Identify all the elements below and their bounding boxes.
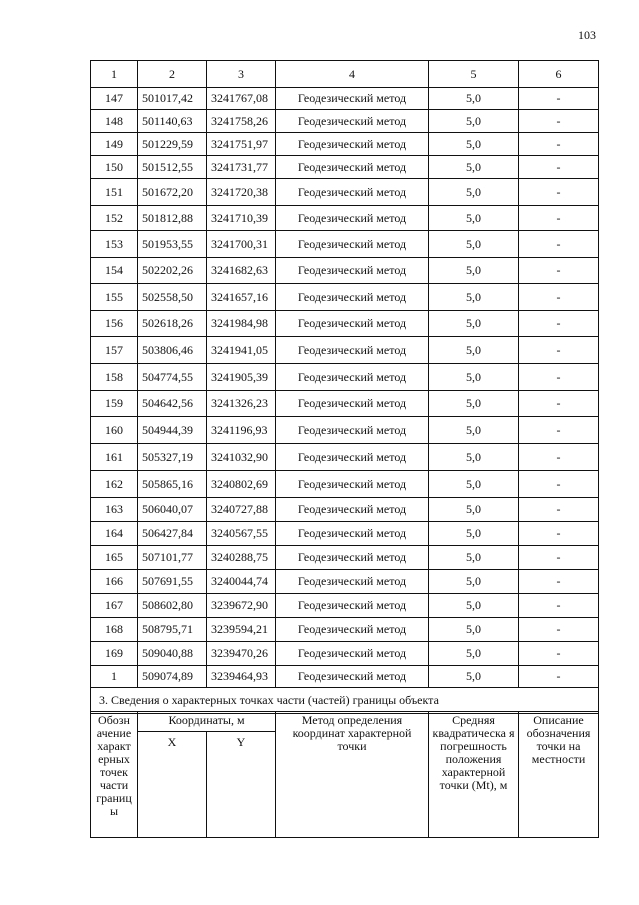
table-row [91,444,599,471]
method-cell: Геодезический метод [276,284,429,311]
accuracy-cell: 5,0 [429,594,519,618]
description-cell: - [519,618,599,642]
method-cell: Геодезический метод [276,444,429,471]
x-coordinate-cell: 501953,55 [138,231,207,258]
description-cell: - [519,364,599,391]
accuracy-cell: 5,0 [429,337,519,364]
x-coordinate-cell: 501017,42 [138,88,207,110]
description-cell: - [519,471,599,498]
x-coordinate-cell: 502618,26 [138,311,207,337]
table-row [91,391,599,417]
method-cell: Геодезический метод [276,364,429,391]
description-cell: - [519,522,599,546]
point-number-cell: 160 [91,417,138,444]
y-coordinate-cell: 3241710,39 [207,206,276,231]
accuracy-cell: 5,0 [429,546,519,570]
accuracy-cell: 5,0 [429,311,519,337]
description-cell: - [519,156,599,179]
point-number-cell: 159 [91,391,138,417]
accuracy-cell: 5,0 [429,133,519,156]
method-cell: Геодезический метод [276,546,429,570]
y-coordinate-cell: 3240288,75 [207,546,276,570]
point-number-cell: 165 [91,546,138,570]
y-coordinate-cell: 3239594,21 [207,618,276,642]
y-coordinate-cell: 3241731,77 [207,156,276,179]
table-row [91,546,599,570]
description-cell: - [519,666,599,688]
point-number-cell: 167 [91,594,138,618]
method-header: Метод определения координат характерной точки [276,712,429,838]
y-coordinate-cell: 3239672,90 [207,594,276,618]
accuracy-cell: 5,0 [429,110,519,133]
x-coordinate-cell: 501512,55 [138,156,207,179]
table-row [91,666,599,688]
table-row [91,417,599,444]
point-number-cell: 151 [91,179,138,206]
description-cell: - [519,311,599,337]
description-cell: - [519,133,599,156]
table-row [91,642,599,666]
column-number-cell: 3 [207,61,276,88]
x-coordinate-cell: 504642,56 [138,391,207,417]
accuracy-cell: 5,0 [429,417,519,444]
table-row [91,231,599,258]
y-coordinate-cell: 3241700,31 [207,231,276,258]
accuracy-cell: 5,0 [429,391,519,417]
method-cell: Геодезический метод [276,110,429,133]
y-coordinate-cell: 3241682,63 [207,258,276,284]
y-coordinate-cell: 3240044,74 [207,570,276,594]
x-coordinate-cell: 501140,63 [138,110,207,133]
description-cell: - [519,444,599,471]
description-cell: - [519,179,599,206]
x-coordinate-cell: 506427,84 [138,522,207,546]
accuracy-cell: 5,0 [429,570,519,594]
point-number-cell: 152 [91,206,138,231]
table-row [91,498,599,522]
x-coordinate-cell: 507691,55 [138,570,207,594]
description-cell: - [519,642,599,666]
x-coordinate-cell: 505327,19 [138,444,207,471]
method-cell: Геодезический метод [276,417,429,444]
x-coordinate-header: X [138,732,207,838]
x-coordinate-cell: 502558,50 [138,284,207,311]
y-coordinate-cell: 3241905,39 [207,364,276,391]
method-cell: Геодезический метод [276,594,429,618]
method-cell: Геодезический метод [276,231,429,258]
method-cell: Геодезический метод [276,471,429,498]
accuracy-cell: 5,0 [429,618,519,642]
x-coordinate-cell: 505865,16 [138,471,207,498]
coordinates-table [90,60,599,714]
accuracy-cell: 5,0 [429,206,519,231]
x-coordinate-cell: 509074,89 [138,666,207,688]
description-cell: - [519,88,599,110]
y-coordinate-cell: 3239464,93 [207,666,276,688]
accuracy-cell: 5,0 [429,156,519,179]
table-row [91,156,599,179]
section3-title: 3. Сведения о характерных точках части (частей) границы объекта [91,688,599,714]
table-row [91,364,599,391]
method-cell: Геодезический метод [276,618,429,642]
y-coordinate-cell: 3241941,05 [207,337,276,364]
page-number: 103 [578,28,596,42]
accuracy-cell: 5,0 [429,471,519,498]
description-cell: - [519,284,599,311]
accuracy-cell: 5,0 [429,284,519,311]
method-cell: Геодезический метод [276,337,429,364]
table-row [91,206,599,231]
accuracy-cell: 5,0 [429,642,519,666]
table-row [91,179,599,206]
description-cell: - [519,231,599,258]
description-cell: - [519,110,599,133]
table-row [91,522,599,546]
y-coordinate-cell: 3240727,88 [207,498,276,522]
y-coordinate-cell: 3240567,55 [207,522,276,546]
y-coordinate-cell: 3241767,08 [207,88,276,110]
description-cell: - [519,258,599,284]
accuracy-cell: 5,0 [429,88,519,110]
y-coordinate-cell: 3241984,98 [207,311,276,337]
point-number-cell: 153 [91,231,138,258]
y-coordinate-cell: 3241032,90 [207,444,276,471]
accuracy-cell: 5,0 [429,364,519,391]
point-description-header: Описание обозначения точки на местности [519,712,599,838]
description-cell: - [519,498,599,522]
accuracy-cell: 5,0 [429,666,519,688]
description-cell: - [519,337,599,364]
x-coordinate-cell: 504774,55 [138,364,207,391]
description-cell: - [519,391,599,417]
x-coordinate-cell: 501812,88 [138,206,207,231]
method-cell: Геодезический метод [276,666,429,688]
table-row [91,471,599,498]
table-row [91,88,599,110]
method-cell: Геодезический метод [276,498,429,522]
x-coordinate-cell: 501672,20 [138,179,207,206]
column-number-cell: 1 [91,61,138,88]
table-row [91,110,599,133]
y-coordinate-header: Y [207,732,276,838]
accuracy-header: Средняя квадратическа я погрешность положения характерной точки (Mt), м [429,712,519,838]
y-coordinate-cell: 3241751,97 [207,133,276,156]
accuracy-cell: 5,0 [429,179,519,206]
description-cell: - [519,594,599,618]
y-coordinate-cell: 3241758,26 [207,110,276,133]
section3-title-row [91,688,599,714]
point-number-cell: 161 [91,444,138,471]
column-number-cell: 4 [276,61,429,88]
point-number-cell: 150 [91,156,138,179]
x-coordinate-cell: 508795,71 [138,618,207,642]
accuracy-cell: 5,0 [429,231,519,258]
method-cell: Геодезический метод [276,88,429,110]
point-number-cell: 169 [91,642,138,666]
table-row [91,258,599,284]
x-coordinate-cell: 504944,39 [138,417,207,444]
method-cell: Геодезический метод [276,133,429,156]
table-row [91,570,599,594]
point-number-cell: 158 [91,364,138,391]
column-number-cell: 5 [429,61,519,88]
description-cell: - [519,206,599,231]
point-number-cell: 155 [91,284,138,311]
accuracy-cell: 5,0 [429,498,519,522]
x-coordinate-cell: 501229,59 [138,133,207,156]
column-number-cell: 2 [138,61,207,88]
method-cell: Геодезический метод [276,179,429,206]
description-cell: - [519,570,599,594]
point-number-cell: 147 [91,88,138,110]
section3-header-table [90,711,599,838]
point-number-cell: 164 [91,522,138,546]
table-row [91,337,599,364]
x-coordinate-cell: 502202,26 [138,258,207,284]
y-coordinate-cell: 3241657,16 [207,284,276,311]
x-coordinate-cell: 503806,46 [138,337,207,364]
method-cell: Геодезический метод [276,311,429,337]
point-number-cell: 148 [91,110,138,133]
method-cell: Геодезический метод [276,258,429,284]
point-number-cell: 163 [91,498,138,522]
column-number-cell: 6 [519,61,599,88]
x-coordinate-cell: 506040,07 [138,498,207,522]
point-number-cell: 166 [91,570,138,594]
method-cell: Геодезический метод [276,391,429,417]
point-number-cell: 168 [91,618,138,642]
x-coordinate-cell: 509040,88 [138,642,207,666]
y-coordinate-cell: 3241720,38 [207,179,276,206]
table-row [91,594,599,618]
y-coordinate-cell: 3241326,23 [207,391,276,417]
table-row [91,618,599,642]
point-number-cell: 154 [91,258,138,284]
y-coordinate-cell: 3239470,26 [207,642,276,666]
method-cell: Геодезический метод [276,156,429,179]
point-number-cell: 162 [91,471,138,498]
accuracy-cell: 5,0 [429,258,519,284]
x-coordinate-cell: 507101,77 [138,546,207,570]
method-cell: Геодезический метод [276,642,429,666]
table-row [91,133,599,156]
point-number-cell: 157 [91,337,138,364]
coordinates-header: Координаты, м [138,712,276,732]
y-coordinate-cell: 3240802,69 [207,471,276,498]
description-cell: - [519,417,599,444]
point-number-cell: 149 [91,133,138,156]
x-coordinate-cell: 508602,80 [138,594,207,618]
y-coordinate-cell: 3241196,93 [207,417,276,444]
method-cell: Геодезический метод [276,522,429,546]
table-row [91,311,599,337]
method-cell: Геодезический метод [276,206,429,231]
point-number-cell: 156 [91,311,138,337]
accuracy-cell: 5,0 [429,444,519,471]
column-number-row [91,61,599,88]
description-cell: - [519,546,599,570]
table-row [91,284,599,311]
method-cell: Геодезический метод [276,570,429,594]
point-designation-header: Обозн ачение характ ерных точек части границ ы [91,712,138,838]
accuracy-cell: 5,0 [429,522,519,546]
point-number-cell: 1 [91,666,138,688]
